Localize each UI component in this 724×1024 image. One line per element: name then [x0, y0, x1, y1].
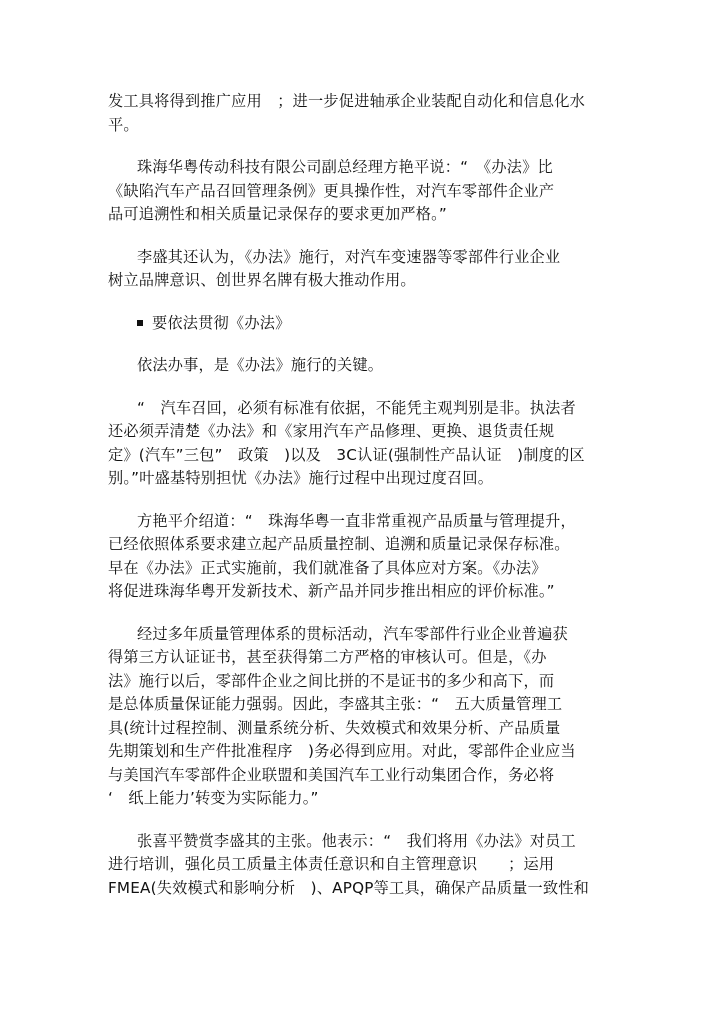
section-heading	[108, 312, 616, 336]
text-line: 珠海华粤传动科技有限公司副总经理方艳平说：“ 《办法》比	[137, 158, 553, 176]
paragraph-7	[108, 623, 616, 811]
text-line: 树立品牌意识、创世界名牌有极大推动作用。	[108, 271, 416, 289]
text-line: 定》(汽车”三包” 政策 )以及 3C认证(强制性产品认证 )制度的区	[108, 445, 585, 464]
text-line: 是总体质量保证能力强弱。因此，李盛其主张：“ 五大质量管理工	[108, 695, 563, 713]
text-line: 发工具将得到推广应用 ；进一步促进轴承企业装配自动化和信息化水	[108, 92, 586, 110]
text-line: 别。”叶盛基特别担忧《办法》施行过程中出现过度召回。	[108, 469, 494, 487]
text-line: 李盛其还认为，《办法》施行，对汽车变速器等零部件行业企业	[137, 247, 561, 266]
text-line: 《缺陷汽车产品召回管理条例》更具操作性，对汽车零部件企业产	[108, 181, 555, 200]
paragraph-3	[108, 246, 616, 293]
section-heading-text: 要依法贯彻《办法》	[152, 313, 291, 332]
text-line: 品可追溯性和相关质量记录保存的要求更加严格。”	[108, 205, 447, 223]
square-bullet-icon	[137, 320, 143, 326]
text-line: 进行培训，强化员工质量主体责任意识和自主管理意识 ；运用	[108, 855, 555, 873]
text-line: 已经依照体系要求建立起产品质量控制、追溯和质量记录保存标准。	[108, 535, 570, 553]
paragraph-4	[108, 354, 616, 378]
text-line: ‘ 纸上能力’转变为实际能力。”	[108, 789, 319, 807]
paragraph-5	[108, 397, 616, 491]
paragraph-2	[108, 156, 616, 227]
text-line: 将促进珠海华粤开发新技术、新产品并同步推出相应的评价标准。”	[108, 582, 555, 600]
paragraph-8	[108, 830, 616, 901]
text-line: 先期策划和生产件批准程序 )务必得到应用。对此，零部件企业应当	[108, 742, 576, 760]
text-line: 还必须弄清楚《办法》和《家用汽车产品修理、更换、退货责任规	[108, 422, 555, 440]
text-line: “ 汽车召回，必须有标准有依据，不能凭主观判别是非。执法者	[137, 398, 576, 417]
paragraph-6	[108, 510, 616, 604]
text-line: 经过多年质量管理体系的贯标活动，汽车零部件行业企业普遍获	[137, 624, 568, 643]
text-line: 与美国汽车零部件企业联盟和美国汽车工业行动集团合作，务必将	[108, 765, 555, 784]
text-line: 张喜平赞赏李盛其的主张。他表示：“ 我们将用《办法》对员工	[137, 831, 576, 850]
text-line: 平。	[108, 115, 139, 134]
text-line: FMEA(失效模式和影响分析 )、APQP等工具，确保产品质量一致性和	[108, 878, 590, 897]
text-line: 依法办事，是《办法》施行的关键。	[137, 356, 384, 374]
paragraph-1	[108, 90, 616, 137]
text-line: 得第三方认证证书，甚至获得第二方严格的审核认可。但是，《办	[108, 648, 547, 666]
text-line: 方艳平介绍道：“ 珠海华粤一直非常重视产品质量与管理提升，	[137, 511, 576, 530]
text-line: 具(统计过程控制、测量系统分析、失效模式和效果分析、产品质量	[108, 718, 561, 737]
text-line: 法》施行以后，零部件企业之间比拼的不是证书的多少和高下，而	[108, 671, 555, 690]
text-line: 早在《办法》正式实施前，我们就准备了具体应对方案。《办法》	[108, 558, 547, 577]
